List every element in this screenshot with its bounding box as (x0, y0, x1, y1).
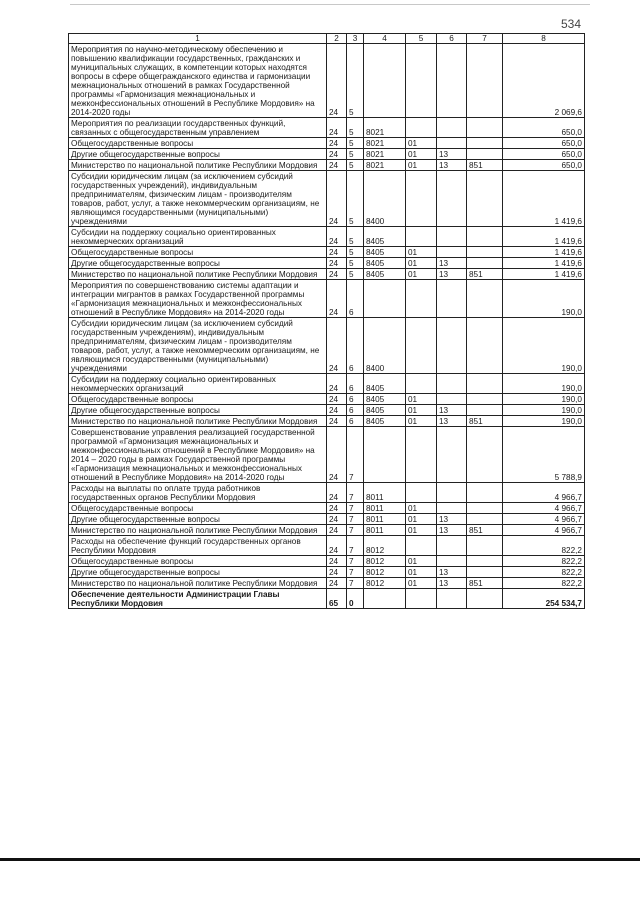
code-cell (437, 318, 467, 374)
code-cell: 8011 (364, 514, 406, 525)
amount-cell: 650,0 (503, 149, 585, 160)
code-cell (406, 536, 437, 556)
table-row (69, 405, 585, 416)
row-name-cell: Совершенствование управления реализацией государственной программой «Гармонизация межнациональных и межконфессиональных отношений в Республике Мордовия» на 2014 – 2020 годы в рамках Государственной программы «Гармонизация межнациональных и межконфессиональных отношений в Республике Мордовия» на 2014-2020 годы (69, 427, 327, 483)
code-cell: 01 (406, 258, 437, 269)
amount-cell: 2 069,6 (503, 44, 585, 118)
code-cell: 8021 (364, 118, 406, 138)
code-cell (406, 44, 437, 118)
code-cell: 24 (327, 394, 347, 405)
code-cell: 24 (327, 567, 347, 578)
code-cell: 24 (327, 227, 347, 247)
column-header: 8 (503, 34, 585, 44)
code-cell (467, 138, 503, 149)
table-row (69, 227, 585, 247)
code-cell: 5 (347, 258, 364, 269)
column-header: 1 (69, 34, 327, 44)
code-cell: 5 (347, 171, 364, 227)
code-cell: 6 (347, 318, 364, 374)
code-cell: 8011 (364, 503, 406, 514)
amount-cell: 650,0 (503, 138, 585, 149)
bottom-rule (0, 858, 640, 861)
code-cell: 01 (406, 269, 437, 280)
code-cell (364, 427, 406, 483)
amount-cell: 4 966,7 (503, 514, 585, 525)
row-name-cell: Субсидии юридическим лицам (за исключением субсидий государственным учреждениям), индивидуальным предпринимателям, физическим лицам - производителям товаров, работ, услуг, а также некоммерческим организациям, не являющимся государственными (муниципальными) учреждениями (69, 318, 327, 374)
code-cell: 24 (327, 503, 347, 514)
table-row (69, 514, 585, 525)
code-cell: 7 (347, 427, 364, 483)
row-name-cell: Мероприятия по реализации государственных функций, связанных с общегосударственным управлением (69, 118, 327, 138)
code-cell: 01 (406, 514, 437, 525)
row-name-cell: Министерство по национальной политике Республики Мордовия (69, 269, 327, 280)
column-header: 5 (406, 34, 437, 44)
code-cell: 8021 (364, 160, 406, 171)
code-cell: 01 (406, 405, 437, 416)
table-row (69, 280, 585, 318)
table-row (69, 269, 585, 280)
code-cell: 8021 (364, 138, 406, 149)
table-row (69, 138, 585, 149)
code-cell (406, 318, 437, 374)
code-cell: 13 (437, 405, 467, 416)
code-cell: 5 (347, 149, 364, 160)
code-cell: 24 (327, 483, 347, 503)
amount-cell: 4 966,7 (503, 503, 585, 514)
amount-cell: 190,0 (503, 318, 585, 374)
code-cell: 24 (327, 374, 347, 394)
code-cell: 851 (467, 160, 503, 171)
code-cell: 7 (347, 483, 364, 503)
table-row (69, 118, 585, 138)
code-cell (437, 247, 467, 258)
code-cell (437, 503, 467, 514)
amount-cell: 254 534,7 (503, 589, 585, 609)
code-cell (437, 227, 467, 247)
code-cell: 8405 (364, 269, 406, 280)
code-cell: 24 (327, 118, 347, 138)
row-name-cell: Обеспечение деятельности Администрации Главы Республики Мордовия (69, 589, 327, 609)
code-cell: 5 (347, 160, 364, 171)
row-name-cell: Другие общегосударственные вопросы (69, 149, 327, 160)
table-row (69, 149, 585, 160)
amount-cell: 822,2 (503, 556, 585, 567)
code-cell (467, 118, 503, 138)
code-cell: 24 (327, 160, 347, 171)
column-header: 2 (327, 34, 347, 44)
code-cell (437, 394, 467, 405)
code-cell (437, 483, 467, 503)
code-cell: 5 (347, 247, 364, 258)
table-row (69, 44, 585, 118)
code-cell (364, 280, 406, 318)
code-cell (406, 589, 437, 609)
code-cell: 24 (327, 149, 347, 160)
row-name-cell: Субсидии на поддержку социально ориентированных некоммерческих организаций (69, 227, 327, 247)
code-cell (467, 149, 503, 160)
table-row (69, 556, 585, 567)
code-cell: 13 (437, 149, 467, 160)
code-cell: 7 (347, 578, 364, 589)
table-row (69, 258, 585, 269)
code-cell: 8012 (364, 556, 406, 567)
amount-cell: 190,0 (503, 416, 585, 427)
amount-cell: 650,0 (503, 118, 585, 138)
table-row (69, 318, 585, 374)
code-cell: 7 (347, 525, 364, 536)
code-cell: 13 (437, 567, 467, 578)
code-cell: 8400 (364, 318, 406, 374)
code-cell: 851 (467, 525, 503, 536)
code-cell (467, 44, 503, 118)
table-row (69, 160, 585, 171)
code-cell (467, 280, 503, 318)
top-edge-line (70, 4, 590, 5)
code-cell: 6 (347, 416, 364, 427)
code-cell: 7 (347, 536, 364, 556)
code-cell: 13 (437, 514, 467, 525)
amount-cell: 1 419,6 (503, 171, 585, 227)
code-cell (406, 118, 437, 138)
code-cell: 01 (406, 416, 437, 427)
amount-cell: 650,0 (503, 160, 585, 171)
code-cell (437, 280, 467, 318)
code-cell: 8012 (364, 578, 406, 589)
code-cell (406, 171, 437, 227)
table-row (69, 374, 585, 394)
amount-cell: 5 788,9 (503, 427, 585, 483)
code-cell: 8405 (364, 227, 406, 247)
code-cell: 8405 (364, 394, 406, 405)
code-cell: 8400 (364, 171, 406, 227)
amount-cell: 190,0 (503, 280, 585, 318)
code-cell: 7 (347, 514, 364, 525)
code-cell: 01 (406, 556, 437, 567)
code-cell: 851 (467, 416, 503, 427)
code-cell (437, 118, 467, 138)
code-cell (364, 44, 406, 118)
amount-cell: 822,2 (503, 536, 585, 556)
code-cell (467, 589, 503, 609)
code-cell: 8405 (364, 258, 406, 269)
code-cell: 851 (467, 269, 503, 280)
code-cell (467, 374, 503, 394)
page-number: 534 (561, 17, 582, 31)
code-cell (437, 536, 467, 556)
table-row (69, 394, 585, 405)
code-cell: 8012 (364, 536, 406, 556)
code-cell (406, 227, 437, 247)
code-cell: 24 (327, 44, 347, 118)
code-cell: 13 (437, 416, 467, 427)
row-name-cell: Другие общегосударственные вопросы (69, 567, 327, 578)
column-header: 3 (347, 34, 364, 44)
code-cell: 8405 (364, 374, 406, 394)
code-cell: 7 (347, 567, 364, 578)
amount-cell: 1 419,6 (503, 227, 585, 247)
amount-cell: 190,0 (503, 394, 585, 405)
code-cell: 24 (327, 247, 347, 258)
column-header: 7 (467, 34, 503, 44)
code-cell: 24 (327, 525, 347, 536)
table-row (69, 427, 585, 483)
code-cell: 01 (406, 394, 437, 405)
code-cell (437, 171, 467, 227)
table-row (69, 578, 585, 589)
code-cell (467, 503, 503, 514)
code-cell: 24 (327, 427, 347, 483)
code-cell: 01 (406, 567, 437, 578)
table-row (69, 247, 585, 258)
row-name-cell: Общегосударственные вопросы (69, 247, 327, 258)
table-row (69, 483, 585, 503)
row-name-cell: Мероприятия по научно-методическому обеспечению и повышению квалификации государственных, гражданских и муниципальных служащих, в компетенции которых находятся вопросы в сфере общегражданского единства и гармонизации межнациональных отношений в рамках Государственной программы «Гармонизация межнациональных и межконфессиональных отношений в Республике Мордовия» на 2014-2020 годы (69, 44, 327, 118)
row-name-cell: Расходы на обеспечение функций государственных органов Республики Мордовия (69, 536, 327, 556)
code-cell: 24 (327, 280, 347, 318)
amount-cell: 1 419,6 (503, 247, 585, 258)
amount-cell: 190,0 (503, 374, 585, 394)
amount-cell: 190,0 (503, 405, 585, 416)
row-name-cell: Общегосударственные вопросы (69, 556, 327, 567)
code-cell: 5 (347, 44, 364, 118)
column-header: 4 (364, 34, 406, 44)
code-cell: 24 (327, 258, 347, 269)
code-cell (467, 318, 503, 374)
code-cell: 24 (327, 416, 347, 427)
amount-cell: 822,2 (503, 567, 585, 578)
code-cell: 5 (347, 138, 364, 149)
table-row (69, 416, 585, 427)
row-name-cell: Министерство по национальной политике Республики Мордовия (69, 416, 327, 427)
code-cell (467, 394, 503, 405)
code-cell: 01 (406, 525, 437, 536)
code-cell (406, 427, 437, 483)
code-cell: 24 (327, 536, 347, 556)
code-cell: 65 (327, 589, 347, 609)
code-cell (467, 567, 503, 578)
code-cell: 01 (406, 578, 437, 589)
code-cell: 01 (406, 149, 437, 160)
code-cell: 8011 (364, 525, 406, 536)
row-name-cell: Общегосударственные вопросы (69, 394, 327, 405)
code-cell: 5 (347, 269, 364, 280)
code-cell: 8405 (364, 405, 406, 416)
row-name-cell: Другие общегосударственные вопросы (69, 258, 327, 269)
code-cell: 8405 (364, 416, 406, 427)
code-cell (467, 405, 503, 416)
row-name-cell: Министерство по национальной политике Республики Мордовия (69, 578, 327, 589)
code-cell: 01 (406, 138, 437, 149)
code-cell: 13 (437, 258, 467, 269)
code-cell (467, 556, 503, 567)
code-cell: 24 (327, 318, 347, 374)
code-cell (467, 258, 503, 269)
code-cell: 8405 (364, 247, 406, 258)
code-cell (406, 374, 437, 394)
code-cell (437, 138, 467, 149)
budget-table (68, 33, 585, 609)
code-cell: 6 (347, 405, 364, 416)
code-cell: 8011 (364, 483, 406, 503)
code-cell: 24 (327, 578, 347, 589)
column-header: 6 (437, 34, 467, 44)
code-cell: 851 (467, 578, 503, 589)
code-cell: 24 (327, 405, 347, 416)
code-cell: 01 (406, 160, 437, 171)
code-cell (467, 227, 503, 247)
row-name-cell: Общегосударственные вопросы (69, 138, 327, 149)
code-cell: 6 (347, 394, 364, 405)
code-cell: 13 (437, 525, 467, 536)
row-name-cell: Субсидии юридическим лицам (за исключением субсидий государственных учреждений), индивидуальным предпринимателям, физическим лицам - производителям товаров, работ, услуг, а также некоммерческим организациям, не являющимся государственными (муниципальными) учреждениями (69, 171, 327, 227)
code-cell: 7 (347, 556, 364, 567)
code-cell: 01 (406, 503, 437, 514)
code-cell: 0 (347, 589, 364, 609)
code-cell: 24 (327, 269, 347, 280)
code-cell: 13 (437, 269, 467, 280)
code-cell (437, 44, 467, 118)
code-cell (467, 514, 503, 525)
code-cell (467, 171, 503, 227)
table-row (69, 536, 585, 556)
code-cell: 7 (347, 503, 364, 514)
code-cell (406, 280, 437, 318)
table-row (69, 503, 585, 514)
code-cell (437, 374, 467, 394)
code-cell (364, 589, 406, 609)
row-name-cell: Другие общегосударственные вопросы (69, 405, 327, 416)
table-body (69, 44, 585, 609)
code-cell: 13 (437, 578, 467, 589)
code-cell: 24 (327, 138, 347, 149)
code-cell: 6 (347, 374, 364, 394)
code-cell: 01 (406, 247, 437, 258)
code-cell (437, 589, 467, 609)
code-cell (437, 556, 467, 567)
amount-cell: 1 419,6 (503, 269, 585, 280)
code-cell (467, 247, 503, 258)
code-cell: 24 (327, 556, 347, 567)
amount-cell: 822,2 (503, 578, 585, 589)
code-cell: 24 (327, 514, 347, 525)
row-name-cell: Общегосударственные вопросы (69, 503, 327, 514)
code-cell (467, 536, 503, 556)
row-name-cell: Субсидии на поддержку социально ориентированных некоммерческих организаций (69, 374, 327, 394)
code-cell: 13 (437, 160, 467, 171)
row-name-cell: Другие общегосударственные вопросы (69, 514, 327, 525)
code-cell (437, 427, 467, 483)
code-cell (406, 483, 437, 503)
code-cell (467, 483, 503, 503)
code-cell: 6 (347, 280, 364, 318)
column-number-row (69, 34, 585, 44)
amount-cell: 4 966,7 (503, 525, 585, 536)
row-name-cell: Расходы на выплаты по оплате труда работников государственных органов Республики Мордовия (69, 483, 327, 503)
row-name-cell: Мероприятия по совершенствованию системы адаптации и интеграции мигрантов в рамках Государственной программы «Гармонизация межнациональных и межконфессиональных отношений в Республике Мордовия» на 2014-2020 годы (69, 280, 327, 318)
code-cell: 8021 (364, 149, 406, 160)
table-row (69, 525, 585, 536)
amount-cell: 4 966,7 (503, 483, 585, 503)
amount-cell: 1 419,6 (503, 258, 585, 269)
code-cell: 5 (347, 118, 364, 138)
row-name-cell: Министерство по национальной политике Республики Мордовия (69, 160, 327, 171)
row-name-cell: Министерство по национальной политике Республики Мордовия (69, 525, 327, 536)
code-cell (467, 427, 503, 483)
code-cell: 8012 (364, 567, 406, 578)
code-cell: 5 (347, 227, 364, 247)
code-cell: 24 (327, 171, 347, 227)
table-row (69, 567, 585, 578)
table-row (69, 171, 585, 227)
table-row (69, 589, 585, 609)
